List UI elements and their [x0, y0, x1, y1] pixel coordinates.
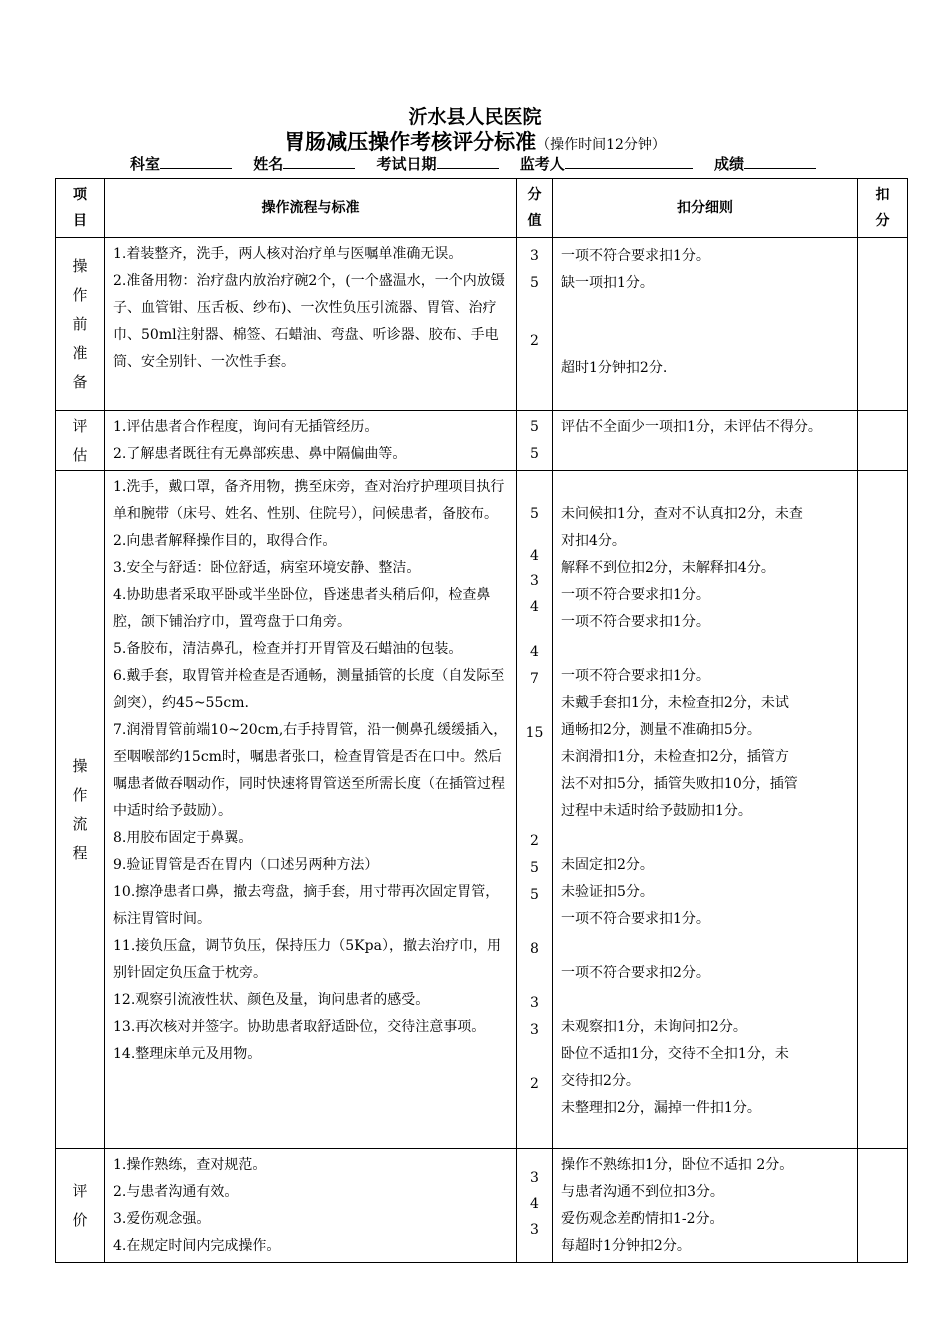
header-item: 项目	[56, 179, 105, 238]
rule: 未整理扣2分，漏掉一件扣1分。	[561, 1100, 761, 1116]
rule: 解释不到位扣2分，未解释扣4分。	[561, 560, 775, 576]
header-deduction-rules: 扣分细则	[553, 179, 858, 238]
rule: 一项不符合要求扣1分。	[561, 248, 710, 264]
score: 4	[530, 599, 539, 615]
score: 5	[530, 860, 539, 876]
score: 3	[530, 573, 539, 589]
step: 1.洗手，戴口罩，备齐用物，携至床旁，查对治疗护理项目执行单和腕带（床号、姓名、性别、住院号），问候患者，备胶布。	[113, 479, 505, 522]
procedure-cell	[105, 411, 517, 471]
score: 2	[530, 1076, 539, 1092]
rule: 未问候扣1分，查对不认真扣2分，未查	[561, 506, 803, 522]
header-procedure: 操作流程与标准	[105, 179, 517, 238]
table-header-row	[56, 179, 908, 238]
rule: 卧位不适扣1分，交待不全扣1分，未	[561, 1046, 789, 1062]
step: 1.评估患者合作程度，询问有无插管经历。	[113, 419, 379, 435]
procedure-cell	[105, 238, 517, 411]
field-department: 科室	[130, 155, 161, 173]
rule: 一项不符合要求扣1分。	[561, 911, 710, 927]
step: 2.与患者沟通有效。	[113, 1184, 239, 1200]
score-cell	[517, 1149, 553, 1263]
field-name: 姓名	[253, 155, 284, 173]
deduction-cell	[553, 1149, 858, 1263]
deducted-cell[interactable]	[858, 471, 908, 1149]
rule: 交待扣2分。	[561, 1073, 640, 1089]
info-fields	[130, 153, 816, 174]
rule: 未观察扣1分，未询问扣2分。	[561, 1019, 747, 1035]
name-blank[interactable]	[283, 154, 355, 169]
rule: 对扣4分。	[561, 533, 626, 549]
step: 2.了解患者既往有无鼻部疾患、鼻中隔偏曲等。	[113, 446, 407, 462]
section-name: 操作前准备	[56, 238, 105, 411]
step: 6.戴手套，取胃管并检查是否通畅，测量插管的长度（自发际至剑突），约45~55cm.	[113, 668, 505, 711]
step: 4.协助患者采取平卧或半坐卧位，昏迷患者头稍后仰，检查鼻腔，颌下铺治疗巾，置弯盘于口角旁。	[113, 587, 491, 630]
header-score: 分值	[517, 179, 553, 238]
score-cell	[517, 238, 553, 411]
step: 3.爱伤观念强。	[113, 1211, 211, 1227]
procedure-cell	[105, 471, 517, 1149]
proctor-blank[interactable]	[565, 154, 693, 169]
score: 2	[530, 333, 539, 349]
score: 7	[530, 671, 539, 687]
step: 1.操作熟练，查对规范。	[113, 1157, 267, 1173]
score: 3	[530, 248, 539, 264]
table-row	[56, 1149, 908, 1263]
step: 11.接负压盒，调节负压，保持压力（5Kpa），撤去治疗巾，用别针固定负压盒于枕旁。	[113, 938, 501, 981]
deducted-cell[interactable]	[858, 411, 908, 471]
score: 5	[530, 506, 539, 522]
score: 5	[530, 275, 539, 291]
rule: 过程中未适时给予鼓励扣1分。	[561, 803, 752, 819]
title: 胃肠减压操作考核评分标准	[284, 130, 537, 154]
step: 9.验证胃管是否在胃内（口述另两种方法）	[113, 857, 379, 873]
step: 2.向患者解释操作目的，取得合作。	[113, 533, 337, 549]
deduction-cell	[553, 411, 858, 471]
section-name: 评价	[56, 1149, 105, 1263]
score-cell	[517, 471, 553, 1149]
step: 7.润滑胃管前端10~20cm,右手持胃管，沿一侧鼻孔缓缓插入，至咽喉部约15cm时，嘱患者张口，检查胃管是否在口中。然后嘱患者做吞咽动作，同时快速将胃管送至所需长度（在插管过程中适时给予鼓励）。	[113, 722, 508, 819]
exam-date-blank[interactable]	[437, 154, 499, 169]
score: 3	[530, 1222, 539, 1238]
rule: 未戴手套扣1分，未检查扣2分，未试	[561, 695, 789, 711]
score: 4	[530, 548, 539, 564]
step: 13.再次核对并签字。协助患者取舒适卧位，交待注意事项。	[113, 1019, 486, 1035]
score: 3	[530, 995, 539, 1011]
step: 2.准备用物：治疗盘内放治疗碗2个，(一个盛温水，一个内放镊子、血管钳、压舌板、纱布)、一次性负压引流器、胃管、治疗巾、50ml注射器、棉签、石蜡油、弯盘、听诊器、胶布、手电筒、安全别针、一次性手套。	[113, 273, 505, 370]
header-deducted: 扣分	[858, 179, 908, 238]
field-proctor: 监考人	[519, 155, 565, 173]
rule: 一项不符合要求扣2分。	[561, 965, 710, 981]
rule: 通畅扣2分，测量不准确扣5分。	[561, 722, 761, 738]
table-row	[56, 238, 908, 411]
step: 3.安全与舒适：卧位舒适，病室环境安静、整洁。	[113, 560, 421, 576]
rule: 未润滑扣1分，未检查扣2分，插管方	[561, 749, 789, 765]
rule: 一项不符合要求扣1分。	[561, 614, 710, 630]
rule: 每超时1分钟扣2分。	[561, 1238, 691, 1254]
result-blank[interactable]	[744, 154, 816, 169]
step: 8.用胶布固定于鼻翼。	[113, 830, 253, 846]
procedure-cell	[105, 1149, 517, 1263]
rule: 评估不全面少一项扣1分，未评估不得分。	[561, 419, 822, 435]
rule: 与患者沟通不到位扣3分。	[561, 1184, 724, 1200]
step: 5.备胶布，清洁鼻孔，检查并打开胃管及石蜡油的包装。	[113, 641, 463, 657]
score: 8	[530, 941, 539, 957]
rule: 一项不符合要求扣1分。	[561, 587, 710, 603]
deduction-cell	[553, 471, 858, 1149]
section-name: 操作流程	[56, 471, 105, 1149]
field-result: 成绩	[714, 155, 745, 173]
rule: 超时1分钟扣2分.	[561, 360, 668, 376]
table-row	[56, 411, 908, 471]
field-exam-date: 考试日期	[376, 155, 437, 173]
score: 15	[525, 725, 544, 741]
rule: 缺一项扣1分。	[561, 275, 654, 291]
rule: 未固定扣2分。	[561, 857, 654, 873]
score-cell	[517, 411, 553, 471]
score: 5	[530, 446, 539, 462]
score: 5	[530, 887, 539, 903]
table-row	[56, 471, 908, 1149]
score: 3	[530, 1022, 539, 1038]
rule: 操作不熟练扣1分，卧位不适扣 2分。	[561, 1157, 794, 1173]
rule: 未验证扣5分。	[561, 884, 654, 900]
hospital-name: 沂水县人民医院	[408, 106, 542, 128]
deducted-cell[interactable]	[858, 238, 908, 411]
step: 14.整理床单元及用物。	[113, 1046, 262, 1062]
rule: 爱伤观念差酌情扣1-2分。	[561, 1211, 724, 1227]
rule: 一项不符合要求扣1分。	[561, 668, 710, 684]
rule: 法不对扣5分，插管失败扣10分，插管	[561, 776, 798, 792]
deduction-cell	[553, 238, 858, 411]
score: 4	[530, 644, 539, 660]
section-name: 评估	[56, 411, 105, 471]
step: 1.着装整齐，洗手，两人核对治疗单与医嘱单准确无误。	[113, 246, 463, 262]
page-title	[0, 126, 950, 156]
scoring-table	[55, 178, 908, 1263]
step: 12.观察引流液性状、颜色及量，询问患者的感受。	[113, 992, 430, 1008]
score: 4	[530, 1196, 539, 1212]
score: 3	[530, 1170, 539, 1186]
time-limit: （操作时间12分钟）	[536, 137, 666, 153]
score: 2	[530, 833, 539, 849]
score: 5	[530, 419, 539, 435]
department-blank[interactable]	[160, 154, 232, 169]
deducted-cell[interactable]	[858, 1149, 908, 1263]
step: 10.擦净患者口鼻，撤去弯盘，摘手套，用寸带再次固定胃管，标注胃管时间。	[113, 884, 500, 927]
step: 4.在规定时间内完成操作。	[113, 1238, 281, 1254]
